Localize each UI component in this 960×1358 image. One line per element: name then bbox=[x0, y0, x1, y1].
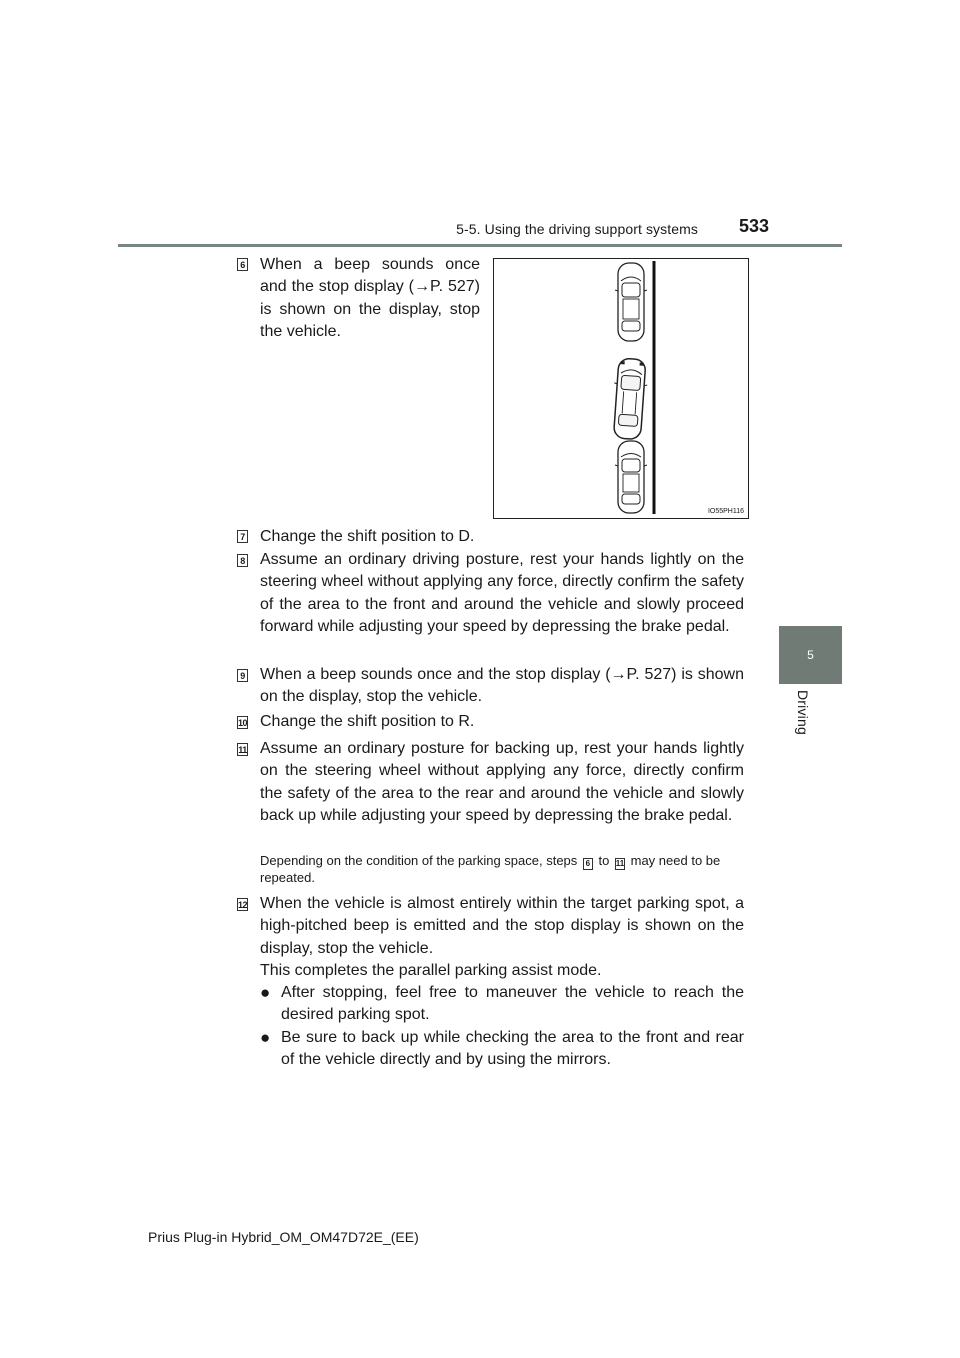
chapter-tab[interactable] bbox=[779, 626, 842, 684]
step-number-11: 11 bbox=[238, 744, 247, 755]
step-number-7: 7 bbox=[237, 530, 248, 543]
step-12-text bbox=[260, 893, 744, 982]
step-7-text: Change the shift position to D. bbox=[260, 528, 475, 545]
figure-code: IO55PH116 bbox=[707, 508, 744, 515]
note-middle: to bbox=[598, 853, 610, 868]
step-number-8: 8 bbox=[237, 554, 248, 567]
repeat-note bbox=[260, 853, 744, 886]
completion-text: This completes the parallel parking assist mode. bbox=[260, 961, 602, 979]
bullet-text: After stopping, feel free to maneuver the vehicle to reach the desired parking spot. bbox=[281, 984, 744, 1024]
bullet-item-2 bbox=[260, 1027, 744, 1072]
step-8-text: Assume an ordinary driving posture, rest your hands lightly on the steering wheel without applying any force, directly confirm the safety of the area to the front and around the vehicle and slowly proceed forward while adjusting your speed by depressing the brake pedal. bbox=[260, 551, 744, 635]
step-number-10: 10 bbox=[238, 717, 248, 728]
note-step-from: 6 bbox=[583, 858, 593, 870]
header-divider bbox=[118, 244, 842, 247]
bullet-text: Be sure to back up while checking the area to the front and rear of the vehicle directly and by using the mirrors. bbox=[281, 1029, 744, 1069]
step-6-text: When a beep sounds once and the stop display (→P. 527) is shown on the display, stop the vehicle. bbox=[260, 256, 480, 340]
step-number-6: 6 bbox=[237, 258, 248, 271]
footer-manual-id: Prius Plug-in Hybrid_OM_OM47D72E_(EE) bbox=[148, 1229, 419, 1245]
chapter-label: Driving bbox=[795, 690, 811, 735]
bullet-icon: ● bbox=[260, 1028, 271, 1047]
parking-diagram bbox=[494, 259, 748, 518]
chapter-number: 5 bbox=[807, 648, 814, 662]
step-number-12: 12 bbox=[238, 899, 248, 910]
bullet-item-1 bbox=[260, 982, 744, 1027]
parked-car-rear bbox=[615, 441, 647, 513]
note-prefix: Depending on the condition of the parking space, steps bbox=[260, 853, 578, 868]
parked-car-front bbox=[615, 263, 647, 341]
step-12-body: When the vehicle is almost entirely within the target parking spot, a high-pitched beep is emitted and the stop display is shown on the display, stop the vehicle. bbox=[260, 895, 744, 957]
page-number: 533 bbox=[739, 216, 770, 236]
section-title: 5-5. Using the driving support systems bbox=[456, 221, 698, 237]
bullet-icon: ● bbox=[260, 983, 271, 1002]
parking-illustration bbox=[493, 258, 749, 519]
maneuvering-car bbox=[610, 358, 649, 440]
note-suffix: may need to be repeated. bbox=[260, 853, 721, 885]
step-10-text: Change the shift position to R. bbox=[260, 713, 475, 730]
step-number-9: 9 bbox=[237, 669, 248, 682]
note-step-to: 11 bbox=[615, 859, 625, 868]
step-9-text: When a beep sounds once and the stop display (→P. 527) is shown on the display, stop the vehicle. bbox=[260, 666, 744, 706]
step-11-text: Assume an ordinary posture for backing up, rest your hands lightly on the steering wheel without applying any force, directly confirm the safety of the area to the rear and around the vehicle and slowly back up while adjusting your speed by depressing the brake pedal. bbox=[260, 740, 744, 824]
